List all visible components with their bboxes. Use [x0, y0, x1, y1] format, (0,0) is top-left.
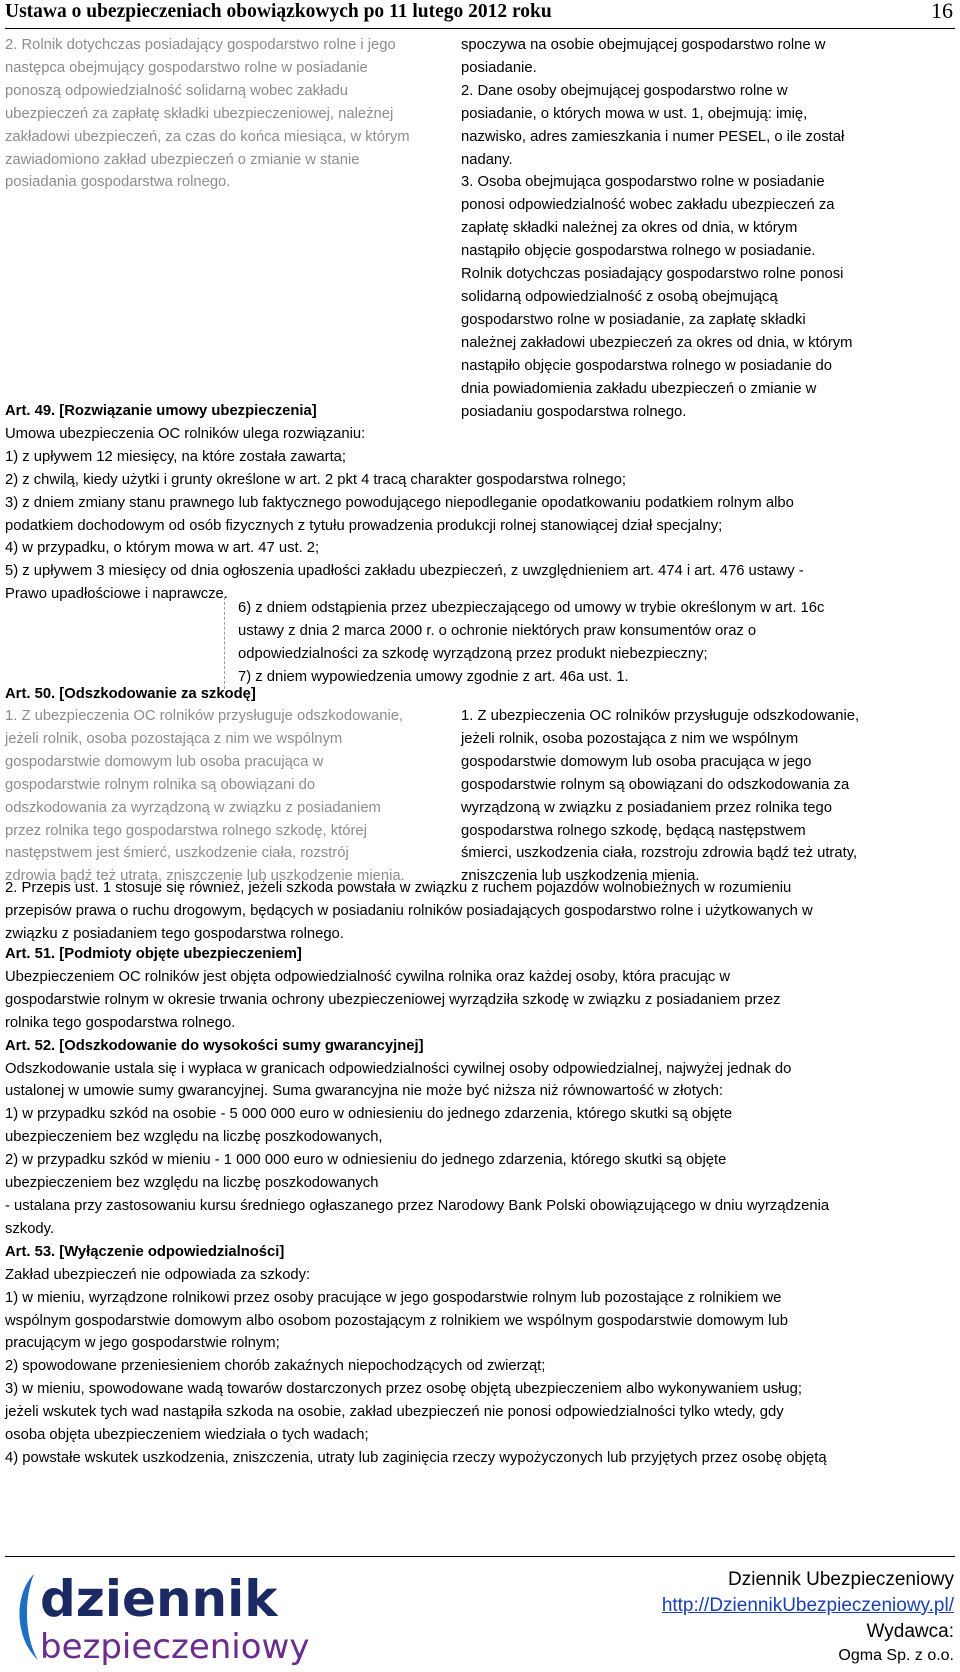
article-body	[5, 1058, 829, 1241]
text-line: gospodarstwie domowym lub osoba pracująca w jego	[461, 753, 812, 770]
text-line: 3) z dniem zmiany stanu prawnego lub faktycznego powodującego niepodleganie opodatkowaniu podatkiem rolnym albo	[5, 494, 794, 511]
text-line: następca obejmujący gospodarstwo rolne w posiadanie	[5, 59, 368, 76]
text-line: ubezpieczeniem bez względu na liczbę poszkodowanych,	[5, 1129, 383, 1146]
text-line: należnej zakładowi ubezpieczeń za okres od dnia, w którym	[461, 334, 853, 351]
text-line: 4) powstałe wskutek uszkodzenia, zniszczenia, utraty lub zaginięcia rzeczy wypożyczonych lub przyjętych przez osobę objętą	[5, 1449, 827, 1466]
text-line: gospodarstwie rolnym są obowiązani do odszkodowania za	[461, 776, 850, 793]
text-line: posiadania gospodarstwa rolnego.	[5, 174, 231, 191]
article-heading: Art. 53. [Wyłączenie odpowiedzialności]	[5, 1243, 285, 1260]
text-line: posiadanie.	[461, 59, 537, 76]
text-line: 1. Z ubezpieczenia OC rolników przysługuje odszkodowanie,	[5, 708, 404, 724]
text-line: zakładowi ubezpieczeń, za czas do końca miesiąca, w którym	[5, 128, 410, 145]
document-title: Ustawa o ubezpieczeniach obowiązkowych po 11 lutego 2012 roku	[5, 1, 552, 22]
text-line: przez rolnika tego gospodarstwa rolnego szkodę, której	[5, 822, 367, 839]
article-49	[5, 400, 804, 606]
text-line: Zakład ubezpieczeń nie odpowiada za szkody:	[5, 1266, 311, 1283]
publisher-info	[662, 1567, 954, 1667]
text-line: ponoszą odpowiedzialność solidarną wobec zakładu	[5, 82, 349, 99]
text-line: spoczywa na osobie obejmującej gospodarstwo rolne w	[461, 37, 826, 53]
text-line: jeżeli rolnik, osoba pozostająca z nim we wspólnym	[461, 730, 799, 747]
text-line: 2. Przepis ust. 1 stosuje się również, jeżeli szkoda powstała w związku z ruchem pojazdów wolnobieżnych w rozumieniu	[5, 880, 792, 896]
publisher-label: Wydawca:	[866, 1621, 954, 1642]
page-number: 16	[931, 0, 953, 23]
text-line: 3) w mieniu, spowodowane wadą towarów dostarczonych przez osobę objętą ubezpieczeniem albo wykonywaniem usług;	[5, 1381, 803, 1398]
text-line: 2) w przypadku szkód w mieniu - 1 000 000 euro w odniesieniu do jednego zdarzenia, którego skutki są objęte	[5, 1152, 727, 1169]
text-line: przepisów prawa o ruchu drogowym, będących w posiadaniu rolników posiadających gospodarstwo rolne i użytkowanych w	[5, 902, 813, 919]
text-line: solidarną odpowiedzialność z osobą obejmującą	[461, 288, 778, 305]
text-line: posiadaniu gospodarstwa rolnego.	[461, 403, 687, 420]
text-line: pracującym w jego gospodarstwie rolnym;	[5, 1335, 280, 1352]
text-line: Umowa ubezpieczenia OC rolników ulega rozwiązaniu:	[5, 425, 366, 442]
text-line: - ustalana przy zastosowaniu kursu średniego ogłaszanego przez Narodowy Bank Polski obowiązującego w dniu wyrządzenia	[5, 1197, 830, 1214]
text-line: Ubezpieczeniem OC rolników jest objęta odpowiedzialność cywilna rolnika oraz każdej osoby, która pracując w	[5, 968, 731, 985]
text-line: gospodarstwie rolnym rolnika są obowiązani do	[5, 776, 316, 793]
old-text-column	[5, 34, 410, 194]
text-line: nastąpiło objęcie gospodarstwa rolnego w posiadanie.	[461, 243, 816, 260]
text-line: ustawy z dnia 2 marca 2000 r. o ochronie niektórych praw konsumentów oraz o	[238, 622, 757, 639]
article-heading: Art. 51. [Podmioty objęte ubezpieczeniem]	[5, 946, 302, 962]
text-line: 5) z upływem 3 miesięcy od dnia ogłoszenia upadłości zakładu ubezpieczeń, z uwzględnieniem art. 474 i art. 476 ustawy -	[5, 563, 804, 580]
text-line: związku z posiadaniem tego gospodarstwa rolnego.	[5, 925, 344, 942]
text-line: podatkiem dochodowym od osób fizycznych z tytułu prowadzenia produkcji rolnej stanowiącej dział specjalny;	[5, 517, 723, 534]
page-header	[5, 0, 955, 29]
text-line: gospodarstwie rolnym w okresie trwania ochrony ubezpieczeniowej wyrządziła szkodę w związku z posiadaniem przez	[5, 991, 781, 1008]
text-line: 2. Dane osoby obejmującej gospodarstwo rolne w	[461, 82, 788, 99]
text-line: jeżeli rolnik, osoba pozostająca z nim we wspólnym	[5, 730, 343, 747]
text-line: 6) z dniem odstąpienia przez ubezpieczającego od umowy w trybie określonym w art. 16c	[238, 600, 825, 616]
text-line: wyrządzoną w związku z posiadaniem przez rolnika tego	[461, 799, 832, 816]
dziennik-bezpieczeniowy-logo	[8, 1566, 358, 1666]
text-line: 4) w przypadku, o którym mowa w art. 47 ust. 2;	[5, 540, 320, 557]
article-49-inserted-points	[238, 597, 824, 689]
text-line: nastąpiło objęcie gospodarstwa rolnego w posiadanie do	[461, 357, 832, 374]
text-line: 2. Rolnik dotychczas posiadający gospodarstwo rolne i jego	[5, 37, 396, 53]
text-line: jeżeli wskutek tych wad nastąpiła szkoda na osobie, zakład ubezpieczeń nie ponosi odpowiedzialności tylko wtedy, gdy	[5, 1404, 784, 1421]
text-line: następstwem jest śmierć, uszkodzenie ciała, rozstrój	[5, 845, 349, 862]
logo-wordmark-bottom: bezpieczeniowy	[40, 1627, 310, 1666]
site-link[interactable]: http://DziennikUbezpieczeniowy.pl/	[661, 1595, 954, 1616]
site-name: Dziennik Ubezpieczeniowy	[728, 1569, 954, 1590]
article-body	[5, 1264, 829, 1470]
text-line: gospodarstwo rolne w posiadanie, za zapłatę składki	[461, 311, 806, 328]
text-line: posiadanie, o których mowa w ust. 1, obejmują: imię,	[461, 105, 808, 122]
text-line: gospodarstwa rolnego szkodę, będącą następstwem	[461, 822, 806, 839]
article-heading: Art. 49. [Rozwiązanie umowy ubezpieczenia]	[5, 403, 317, 419]
articles-51-53	[5, 943, 829, 1470]
text-line: zapłatę składki należnej za okres od dnia, w którym	[461, 220, 798, 237]
text-line: odpowiedzialności za szkodę wyrządzoną przez produkt niebezpieczny;	[238, 645, 708, 662]
publisher-name: Ogma Sp. z o.o.	[838, 1647, 954, 1664]
text-line: wspólnym gospodarstwie domowym albo osobom pozostającym z rolnikiem we wspólnym gospodarstwie domowym lub	[5, 1312, 788, 1329]
logo-wordmark-top: dziennik	[40, 1570, 278, 1628]
text-line: Odszkodowanie ustala się i wypłaca w granicach odpowiedzialności cywilnej osoby odpowiedzialnej, najwyżej jednak do	[5, 1060, 792, 1077]
change-marker	[224, 597, 225, 689]
article-body	[5, 966, 829, 1035]
article-heading: Art. 50. [Odszkodowanie za szkodę]	[5, 686, 256, 702]
text-line: gospodarstwie domowym lub osoba pracująca w	[5, 753, 324, 770]
text-line: Rolnik dotychczas posiadający gospodarstwo rolne ponosi	[461, 266, 844, 283]
text-line: ubezpieczeń za zapłatę składki ubezpieczeniowej, należnej	[5, 105, 394, 122]
text-line: zniszczenia lub uszkodzenia mienia.	[461, 868, 700, 885]
text-line: Prawo upadłościowe i naprawcze.	[5, 586, 228, 603]
article-body	[5, 877, 813, 946]
text-line: 2) spowodowane przeniesieniem chorób zakaźnych niepochodzących od zwierząt;	[5, 1358, 546, 1375]
text-line: 7) z dniem wypowiedzenia umowy zgodnie z art. 46a ust. 1.	[238, 668, 629, 685]
text-line: śmierci, uszkodzenia ciała, rozstroju zdrowia bądź też utraty,	[461, 845, 858, 862]
text-line: osoba objęta ubezpieczeniem wiedziała o tych wadach;	[5, 1427, 369, 1444]
text-line: 3. Osoba obejmująca gospodarstwo rolne w posiadanie	[461, 174, 825, 191]
text-line: 1) w mieniu, wyrządzone rolnikowi przez osoby pracujące w jego gospodarstwie rolnym lub pozostające z rolnikiem we	[5, 1289, 782, 1306]
article-heading: Art. 52. [Odszkodowanie do wysokości sumy gwarancyjnej]	[5, 1037, 424, 1054]
text-line: rolnika tego gospodarstwa rolnego.	[5, 1014, 236, 1031]
new-text-column	[461, 705, 859, 888]
text-line: 1. Z ubezpieczenia OC rolników przysługuje odszkodowanie,	[461, 708, 860, 724]
text-line: ustalonej w umowie sumy gwarancyjnej. Suma gwarancyjna nie może być niższa niż równowartość w złotych:	[5, 1083, 723, 1100]
new-text-column	[461, 34, 853, 423]
text-line: zdrowia bądź też utrata, zniszczenie lub uszkodzenie mienia.	[5, 868, 405, 885]
article-body	[5, 423, 804, 606]
text-line: dnia powiadomienia zakładu ubezpieczeń o zmianie w	[461, 380, 817, 397]
text-line: odszkodowania za wyrządzoną w związku z posiadaniem	[5, 799, 381, 816]
text-line: nazwisko, adres zamieszkania i numer PESEL, o ile został	[461, 128, 845, 145]
text-line: zawiadomiono zakład ubezpieczeń o zmianie w stanie	[5, 151, 360, 168]
logo-swoosh-icon	[19, 1574, 38, 1660]
article-50-heading	[5, 683, 256, 706]
text-line: szkody.	[5, 1220, 55, 1237]
footer-divider	[5, 1556, 955, 1557]
text-line: 2) z chwilą, kiedy użytki i grunty określone w art. 2 pkt 4 tracą charakter gospodarstwa rolnego;	[5, 471, 626, 488]
text-line: ubezpieczeniem bez względu na liczbę poszkodowanych	[5, 1175, 379, 1192]
old-text-column	[5, 705, 405, 888]
text-line: ponosi odpowiedzialność wobec zakładu ubezpieczeń za	[461, 197, 835, 214]
text-line: 1) z upływem 12 miesięcy, na które została zawarta;	[5, 448, 347, 465]
text-line: 1) w przypadku szkód na osobie - 5 000 000 euro w odniesieniu do jednego zdarzenia, którego skutki są objęte	[5, 1106, 733, 1123]
text-line: nadany.	[461, 151, 513, 168]
